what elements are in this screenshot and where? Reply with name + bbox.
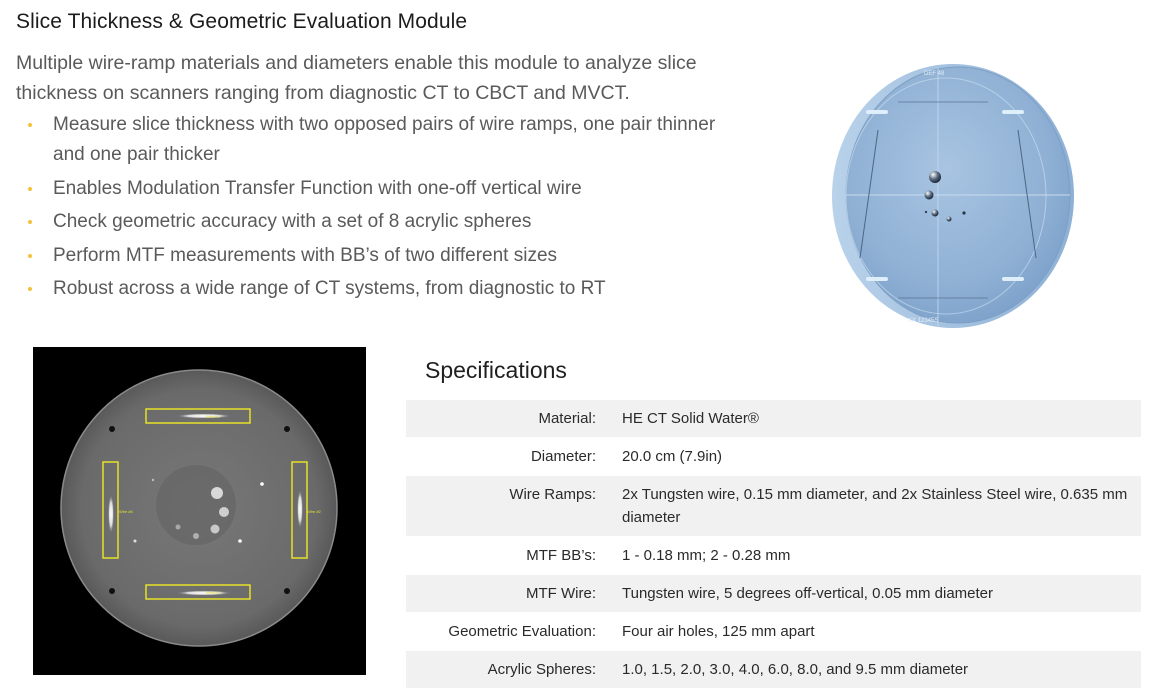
spec-label: Acrylic Spheres: <box>406 650 622 688</box>
bullet-icon <box>28 220 32 224</box>
intro-paragraph: Multiple wire-ramp materials and diameters enable this module to analyze slice thickness on scanners ranging from diagnostic CT to CBCT and MVCT. <box>16 52 697 104</box>
page-title: Slice Thickness & Geometric Evaluation Module <box>16 10 468 33</box>
spec-label: Diameter: <box>406 437 622 475</box>
bullet-icon <box>28 287 32 291</box>
feature-item <box>26 110 746 170</box>
phantom-bottom-label: XX 12345S <box>908 318 939 324</box>
feature-text: Check geometric accuracy with a set of 8 acrylic spheres <box>53 211 532 232</box>
spec-value: 2x Tungsten wire, 0.15 mm diameter, and 2x Stainless Steel wire, 0.635 mm diameter <box>622 475 1141 536</box>
roi-label: Wire #3 <box>206 590 220 595</box>
phantom-module-image <box>818 58 1082 334</box>
feature-item <box>26 274 746 304</box>
spec-value: Tungsten wire, 5 degrees off-vertical, 0.05 mm diameter <box>622 574 1141 612</box>
spec-label: MTF Wire: <box>406 574 622 612</box>
phantom-top-label: DEF 48 <box>924 71 945 77</box>
feature-text: Robust across a wide range of CT systems, from diagnostic to RT <box>53 278 606 299</box>
spec-value: 20.0 cm (7.9in) <box>622 437 1141 475</box>
feature-text: Perform MTF measurements with BB’s of two different sizes <box>53 244 558 266</box>
spec-value: 1.0, 1.5, 2.0, 3.0, 4.0, 6.0, 8.0, and 9.5 mm diameter <box>622 650 1141 688</box>
spec-value: 1 - 0.18 mm; 2 - 0.28 mm <box>622 536 1141 574</box>
bullet-icon <box>28 187 32 191</box>
spec-label: Geometric Evaluation: <box>406 612 622 650</box>
feature-text: Measure slice thickness with two opposed pairs of wire ramps, one pair thinner and one pair thicker <box>53 114 716 165</box>
specifications-heading: Specifications <box>425 357 567 383</box>
roi-label: Wire #4 <box>119 509 133 514</box>
table-row <box>406 536 1141 574</box>
ct-scan-image <box>33 347 366 675</box>
bullet-icon <box>28 254 32 258</box>
roi-label: Wire #1 <box>206 414 220 419</box>
table-row <box>406 437 1141 475</box>
feature-text: Enables Modulation Transfer Function with one-off vertical wire <box>53 177 582 199</box>
table-row <box>406 650 1141 688</box>
spec-label: MTF BB’s: <box>406 536 622 574</box>
roi-label: Wire #2 <box>307 509 321 514</box>
table-row <box>406 400 1141 437</box>
feature-item <box>26 241 746 271</box>
table-row <box>406 574 1141 612</box>
specifications-table <box>406 400 1141 688</box>
spec-label: Material: <box>406 400 622 437</box>
spec-value: Four air holes, 125 mm apart <box>622 612 1141 650</box>
spec-label: Wire Ramps: <box>406 475 622 536</box>
feature-item <box>26 174 746 204</box>
feature-item <box>26 207 746 237</box>
table-row <box>406 475 1141 536</box>
feature-list <box>26 110 746 308</box>
bullet-icon <box>28 123 32 127</box>
table-row <box>406 612 1141 650</box>
spec-value: HE CT Solid Water® <box>622 400 1141 437</box>
